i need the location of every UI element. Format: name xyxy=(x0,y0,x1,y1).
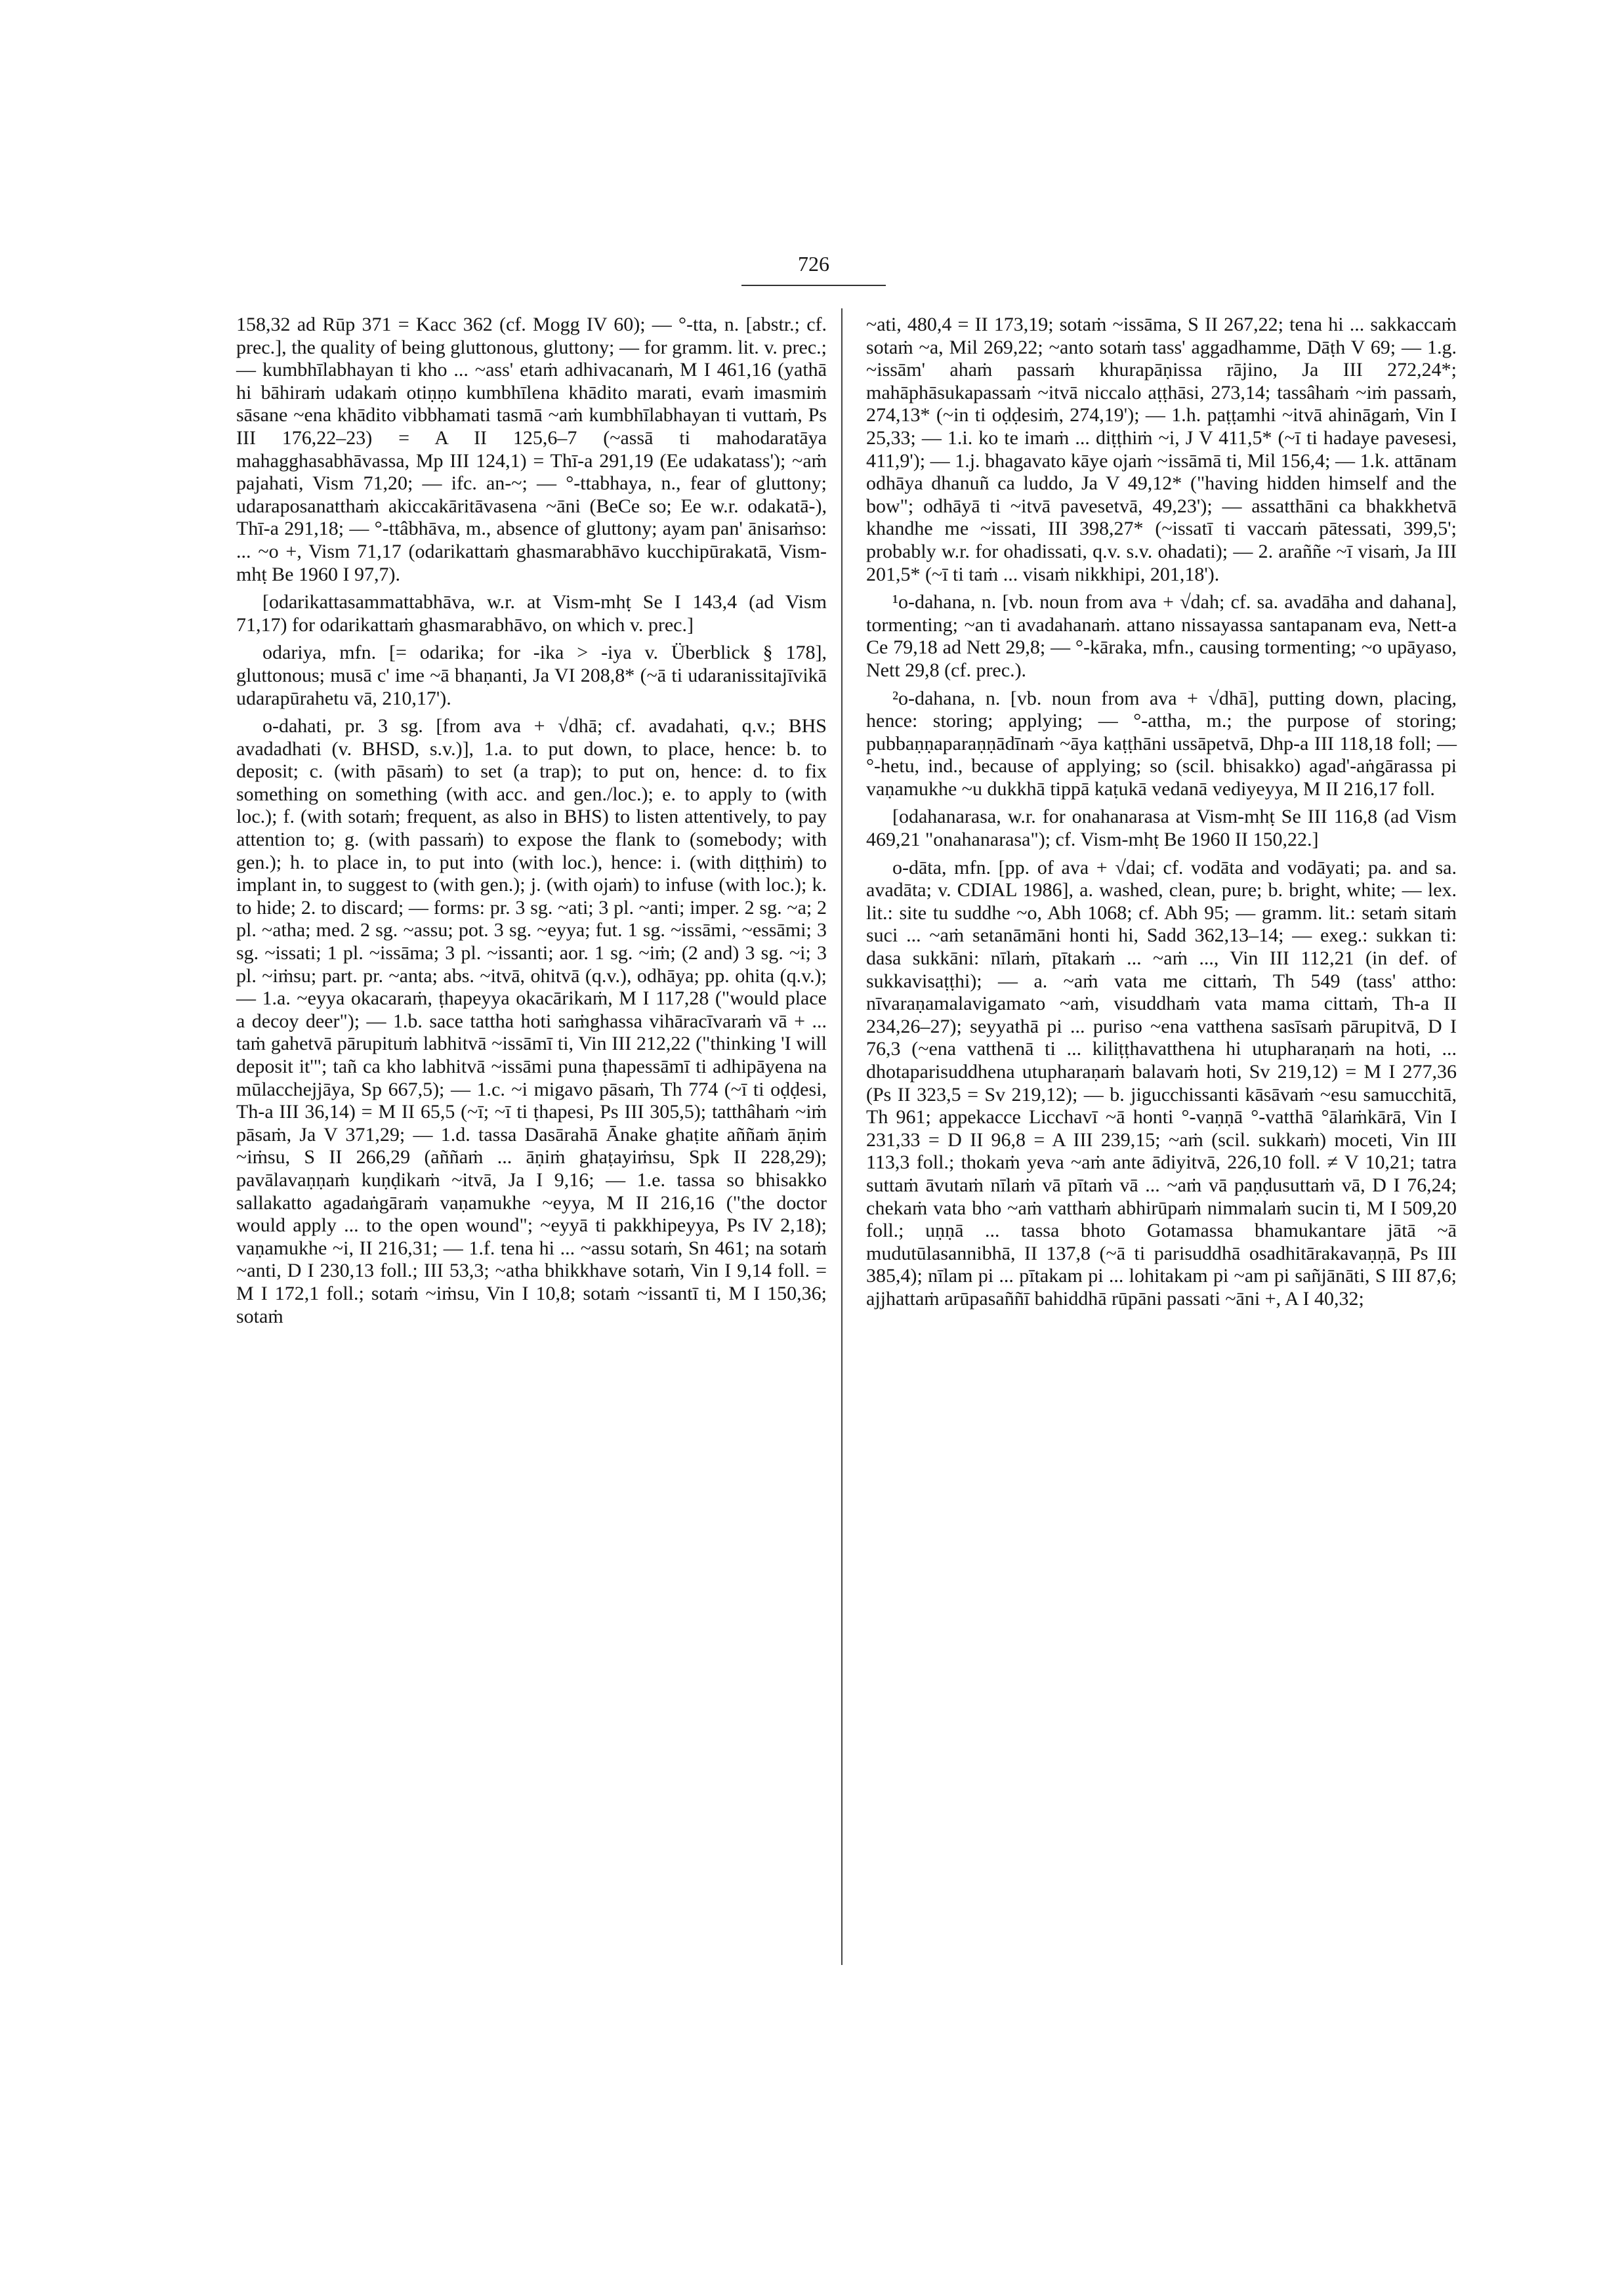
entry-odariya: odariya, mfn. [= odarika; for -ika > -iya v. Überblick § 178], gluttonous; musā c' ime ~ā bhaṇanti, Ja VI 208,8* (~ā ti udaranissitajīvikā udarapūrahetu vā, 210,17'). xyxy=(236,642,827,709)
left-column xyxy=(236,314,827,1328)
entry-o-data: o-dāta, mfn. [pp. of ava + √dai; cf. vodāta and vodāyati; pa. and sa. avadāta; v. CDIAL 1986], a. washed, clean, pure; b. bright, white; — lex. lit.: site tu suddhe ~o, Abh 1068; cf. Abh 95; — gramm. lit.: setaṁ sitaṁ suci ... ~aṁ setanāmāni honti hi, Sadd 362,13–14; — exeg.: sukkan ti: dasa sukkāni: nīlaṁ, pītakaṁ ... ~aṁ ..., Vin III 112,21 (in def. of sukkavisaṭṭhi); — a. ~aṁ vata me cittaṁ, Th 549 (tass' attho: nīvaraṇamalavigamato ~aṁ, visuddhaṁ vata mama cittaṁ, Th-a II 234,26–27); seyyathā pi ... puriso ~ena vatthena sasīsaṁ pārupitvā, D I 76,3 (~ena vatthenā ti ... kiliṭṭhavatthena hi utupharaṇaṁ na hoti, ... dhotaparisuddhena utupharaṇaṁ balavaṁ hoti, Sv 219,12) = M I 277,36 (Ps II 323,5 = Sv 219,12); — b. jigucchissanti kāsāvaṁ ~esu samucchitā, Th 961; appekacce Licchavī ~ā honti °-vaṇṇā °-vatthā °ālaṁkārā, Vin I 231,33 = D II 96,8 = A III 239,15; ~aṁ (scil. sukkaṁ) moceti, Vin III 113,3 foll.; thokaṁ yeva ~aṁ ante ādiyitvā, 226,10 foll. ≠ V 10,21; tatra suttaṁ āvutaṁ nīlaṁ vā pītaṁ vā ... ~aṁ vā paṇḍusuttaṁ vā, D I 76,24; chekaṁ vata bho ~aṁ vatthaṁ abhirūpaṁ nimmalaṁ sucin ti, M I 509,20 foll.; uṇṇā ... tassa bhoto Gotamassa bhamukantare jātā ~ā mudutūlasannibhā, II 137,8 (~ā ti parisuddhā osadhitārakavaṇṇā, Ps III 385,4); nīlam pi ... pītakam pi ... lohitakam pi ~am pi sañjānāti, S III 87,6; ajjhattaṁ arūpasaññī bahiddhā rūpāni passati ~āni +, A I 40,32; xyxy=(866,856,1457,1310)
entry-o-dahati: o-dahati, pr. 3 sg. [from ava + √dhā; cf. avadahati, q.v.; BHS avadadhati (v. BHSD, s.v.)], 1.a. to put down, to place, hence: b. to deposit; c. (with pāsaṁ) to set (a trap); to put on, hence: d. to fix something on something (with acc. and gen./loc.); e. to apply to (with loc.); f. (with sotaṁ; frequent, as also in BHS) to listen attentively, to pay attention to; g. (with passaṁ) to expose the flank to (somebody; with gen.); h. to place in, to put into (with loc.), hence: i. (with diṭṭhiṁ) to implant in, to suggest to (with gen.); j. (with ojaṁ) to infuse (with loc.); k. to hide; 2. to discard; — forms: pr. 3 sg. ~ati; 3 pl. ~anti; imper. 2 sg. ~a; 2 pl. ~atha; med. 2 sg. ~assu; pot. 3 sg. ~eyya; fut. 1 sg. ~issāmi, ~essāmi; 3 sg. ~issati; 1 pl. ~issāma; 3 pl. ~issanti; aor. 1 sg. ~iṁ; (2 and) 3 sg. ~i; 3 pl. ~iṁsu; part. pr. ~anta; abs. ~itvā, ohitvā (q.v.), odhāya; pp. ohita (q.v.); — 1.a. ~eyya okacaraṁ, ṭhapeyya okacārikaṁ, M I 117,28 ("would place a decoy deer"); — 1.b. sace tattha hoti saṁghassa vihāracīvaraṁ vā + ... taṁ gahetvā pārupituṁ labhitvā ~issāmī ti, Vin III 212,22 ("thinking 'I will deposit it'"; tañ ca kho labhitvā ~issāmi puna ṭhapessāmī ti adhipāyena na mūlacchejjāya, Sp 667,5); — 1.c. ~i migavo pāsaṁ, Th 774 (~ī ti oḍḍesi, Th-a III 36,14) = M II 65,5 (~ī; ~ī ti ṭhapesi, Ps III 305,5); tatthâhaṁ ~iṁ pāsaṁ, Ja V 371,29; — 1.d. tassa Dasārahā Ānake ghaṭite aññaṁ āṇiṁ ~iṁsu, S II 266,29 (aññaṁ ... āṇiṁ ghaṭayiṁsu, Spk II 228,29); pavālavaṇṇaṁ kuṇḍikaṁ ~itvā, Ja I 9,16; — 1.e. tassa so bhisakko sallakatto agadaṅgāraṁ vaṇamukhe ~eyya, M II 216,16 ("the doctor would apply ... to the open wound"; ~eyyā ti pakkhipeyya, Ps IV 2,18); vaṇamukhe ~i, II 216,31; — 1.f. tena hi ... ~assu sotaṁ, Sn 461; na sotaṁ ~anti, D I 230,13 foll.; III 53,3; ~atha bhikkhave sotaṁ, Vin I 9,14 foll. = M I 172,1 foll.; sotaṁ ~iṁsu, Vin I 10,8; sotaṁ ~issantī ti, M I 150,36; sotaṁ xyxy=(236,715,827,1327)
entry-odahanarasa: [odahanarasa, w.r. for onahanarasa at Vism-mhṭ Se III 116,8 (ad Vism 469,21 "onahanarasa"); cf. Vism-mhṭ Be 1960 II 150,22.] xyxy=(866,806,1457,851)
page-number: 726 xyxy=(798,252,829,276)
entry-o-dahati-continued: ~ati, 480,4 = II 173,19; sotaṁ ~issāma, S II 267,22; tena hi ... sakkaccaṁ sotaṁ ~a, Mil 269,22; ~anto sotaṁ tass' aggadhamme, Dāṭh V 69; — 1.g. ~issām' ahaṁ passaṁ khurapāṇissa rājino, Ja III 272,24*; mahāphāsukapassaṁ ~itvā niccalo aṭṭhāsi, 273,14; tassâhaṁ ~iṁ passaṁ, 274,13* (~in ti oḍḍesiṁ, 274,19'); — 1.h. paṭṭamhi ~itvā ahināgaṁ, Vin I 25,33; — 1.i. ko te imaṁ ... diṭṭhiṁ ~i, J V 411,5* (~ī ti hadaye pavesesi, 411,9'); — 1.j. bhagavato kāye ojaṁ ~issāmā ti, Mil 156,4; — 1.k. attānam odhāya dhanuñ ca luddo, Ja V 49,12* ("having hidden himself and the bow"; odhāyā ti ~itvā pavesetvā, 49,23'); — assatthāni ca bhakkhetvā khandhe me ~issati, III 398,27* (~issatī ti vaccaṁ pātessati, 399,5'; probably w.r. for ohadissati, q.v. s.v. ohadati); — 2. araññe ~ī visaṁ, Ja III 201,5* (~ī ti taṁ ... visaṁ nikkhipi, 201,18'). xyxy=(866,314,1457,585)
entry-continuation-odarikatta: 158,32 ad Rūp 371 = Kacc 362 (cf. Mogg IV 60); — °-tta, n. [abstr.; cf. prec.], the quality of being gluttonous, gluttony; — for gramm. lit. v. prec.; — kumbhīlabhayan ti kho ... ~ass' etaṁ adhivacanaṁ, M I 461,16 (yathā hi bāhiraṁ udakaṁ otiṇṇo kumbhīlena khādito marati, evaṁ imasmiṁ sāsane ~ena khādito vibbhamati tasmā ~aṁ kumbhīlabhayan ti vuttaṁ, Ps III 176,22–23) = A II 125,6–7 (~assā ti mahodaratāya mahagghasabhāvassa, Mp III 124,1) = Thī-a 291,19 (Ee udakatass'); ~aṁ pajahati, Vism 71,20; — ifc. an-~; — °-ttabhaya, n., fear of gluttony; udaraposanatthaṁ akiccakāritāvasena ~āni (BeCe so; Ee w.r. odakatā-), Thī-a 291,18; — °-ttâbhāva, m., absence of gluttony; ayam pan' ānisaṁso: ... ~o +, Vism 71,17 (odarikattaṁ ghasmarabhāvo kucchipūrakatā, Vism-mhṭ Be 1960 I 97,7). xyxy=(236,314,827,585)
header-rule xyxy=(741,285,886,286)
entry-o-dahana-1: ¹o-dahana, n. [vb. noun from ava + √dah; cf. sa. avadāha and dahana], tormenting; ~an ti avadahanaṁ. attano nissayassa santapanam eva, Nett-a Ce 79,18 ad Nett 29,8; — °-kāraka, mfn., causing tormenting; ~o upāyaso, Nett 29,8 (cf. prec.). xyxy=(866,591,1457,681)
column-divider xyxy=(841,308,843,1965)
entry-o-dahana-2: ²o-dahana, n. [vb. noun from ava + √dhā], putting down, placing, hence: storing; applying; — °-attha, m.; the purpose of storing; pubbaṇṇaparaṇṇādīnaṁ ~āya kaṭṭhāni ussāpetvā, Dhp-a III 118,18 foll; — °-hetu, ind., because of applying; so (scil. bhisakko) agad'-aṅgārassa pi vaṇamukhe ~u dukkhā tippā kaṭukā vedanā vediyeyya, M II 216,17 foll. xyxy=(866,687,1457,800)
right-column xyxy=(866,314,1457,1311)
entry-odarikattasammattabhava: [odarikattasammattabhāva, w.r. at Vism-mhṭ Se I 143,4 (ad Vism 71,17) for odarikattaṁ ghasmarabhāvo, on which v. prec.] xyxy=(236,591,827,636)
